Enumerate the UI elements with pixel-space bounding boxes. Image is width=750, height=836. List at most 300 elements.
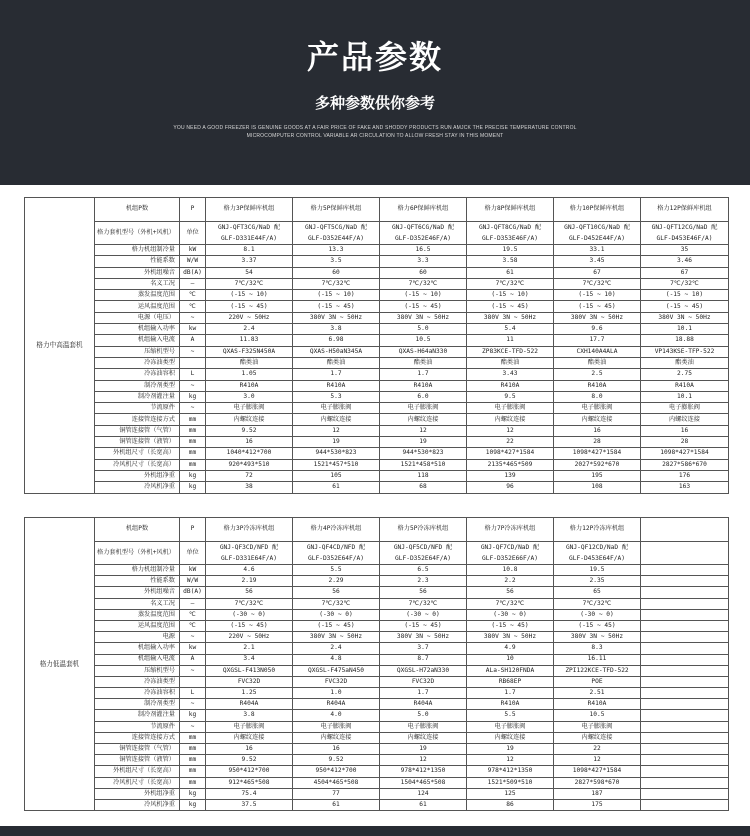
param-value: 内螺纹连接 [467,414,554,425]
param-label: 机组输入功率 [95,643,180,654]
param-label: 铜管连接管（气管） [95,425,180,436]
param-value: 内螺纹连接 [293,732,380,743]
param-value: R410A [641,380,729,391]
model-code-cell [293,542,380,565]
param-value: 1.7 [380,369,467,380]
model-header: 格力7P冷冻库机组 [467,518,554,542]
header-col0: 机组P数 [95,518,180,542]
param-label: 外机组噪音 [95,587,180,598]
param-value: 6.98 [293,335,380,346]
param-unit: ℃ [180,620,206,631]
param-unit [180,676,206,687]
param-value: 7℃/32℃ [380,278,467,289]
param-label: 机组输入功率 [95,324,180,335]
model-code-line: GLF-D331E44F/A) [221,235,277,242]
param-value: 1521*458*510 [380,459,467,470]
param-unit: mm [180,755,206,766]
param-value: 5.0 [380,710,467,721]
table-row [25,609,729,620]
param-value: 2827*598*670 [554,777,641,788]
empty-cell [641,632,729,643]
param-label: 冷冻油类型 [95,676,180,687]
param-value: 19.5 [554,565,641,576]
param-value: 16 [554,425,641,436]
param-value: 电子膨胀阀 [380,721,467,732]
param-value: 4.0 [293,710,380,721]
param-label: 制冷剂类型 [95,380,180,391]
param-value: 1.05 [206,369,293,380]
param-value: 176 [641,470,729,481]
table-row [25,312,729,323]
param-value: 60 [293,267,380,278]
empty-cell [641,676,729,687]
param-value: 电子膨胀阀 [641,403,729,414]
empty-cell [641,643,729,654]
param-value: RB68EP [467,676,554,687]
param-value: 2.35 [554,576,641,587]
param-unit: mm [180,459,206,470]
param-value: 912*465*508 [206,777,293,788]
param-value: 酯类油 [641,357,729,368]
header-col1: P [180,198,206,222]
param-value: 944*530*823 [380,448,467,459]
model-code-line: GLF-D352E64F/A) [308,555,364,562]
model-code-line: GNJ-QFT6CG/NaD 配 [391,224,455,231]
param-value: R404A [293,699,380,710]
param-value: 3.8 [206,710,293,721]
param-value: 220V ~ 50Hz [206,312,293,323]
param-value: 22 [467,437,554,448]
table-row [25,448,729,459]
param-value: 内螺纹连接 [206,732,293,743]
header-banner [0,0,750,185]
param-value: QXGSL-H72aN330 [380,665,467,676]
param-value: CXH140A4ALA [554,346,641,357]
model-code-line: GLF-D352E64F/A) [395,555,451,562]
param-unit: mm [180,744,206,755]
tagline-line-2: MICROCOMPUTER CONTROL VARIABLE AR CIRCULATION TO ALLOW FRESH STAY IN THIS MOMENT [246,133,504,139]
param-unit: kg [180,470,206,481]
param-value: 22 [554,744,641,755]
param-value: 电子膨胀阀 [293,721,380,732]
unit-header: 单位 [180,542,206,565]
table-row [25,576,729,587]
param-value: 12 [467,755,554,766]
param-value: 电子膨胀阀 [293,403,380,414]
param-value: (-15 ~ 45) [467,301,554,312]
param-value: 10.1 [641,324,729,335]
param-value: 33.1 [554,245,641,256]
param-unit: — [180,278,206,289]
model-code-line: GNJ-QFT12CG/NaD 配 [651,224,718,231]
param-label: 连接管连接方式 [95,414,180,425]
param-label: 制冷剂灌注量 [95,710,180,721]
model-row-label: 格力套机型号（外机+风机） [95,542,180,565]
param-value: 1098*427*1584 [467,448,554,459]
param-value: 1521*457*510 [293,459,380,470]
param-value: 978*412*1350 [380,766,467,777]
param-value: QXGSL-F413N050 [206,665,293,676]
param-value: R404A [380,699,467,710]
param-value: 950*412*700 [293,766,380,777]
table-row [25,267,729,278]
param-unit: mm [180,766,206,777]
model-code-cell [554,222,641,245]
table-row [25,699,729,710]
model-header: 格力3P冷冻库机组 [206,518,293,542]
param-value: 3.43 [467,369,554,380]
param-unit: mm [180,414,206,425]
param-value: (-15 ~ 45) [206,301,293,312]
param-value: 1098*427*1584 [554,766,641,777]
param-value: 7℃/32℃ [467,598,554,609]
param-value: 7℃/32℃ [641,278,729,289]
param-label: 冷冻油容积 [95,369,180,380]
spec-table-low-temp [24,517,729,811]
param-unit: kg [180,391,206,402]
param-value: 3.7 [380,643,467,654]
param-label: 冷风机尺寸（长宽高） [95,459,180,470]
param-unit: kg [180,799,206,810]
param-value: 96 [467,482,554,493]
table-row [25,391,729,402]
param-unit: kg [180,482,206,493]
param-label: 连接管连接方式 [95,732,180,743]
param-value: (-15 ~ 45) [641,301,729,312]
table-row [25,620,729,631]
param-value: 电子膨胀阀 [467,721,554,732]
model-code-row [25,542,729,565]
param-label: 格力机组制冷量 [95,565,180,576]
param-value: (-30 ~ 0) [206,609,293,620]
model-header: 格力5P保鲜库机组 [293,198,380,222]
empty-cell [641,699,729,710]
param-value: 酯类油 [467,357,554,368]
param-value: 4.6 [206,565,293,576]
param-value: (-15 ~ 45) [206,620,293,631]
param-value: 4.9 [467,643,554,654]
model-code-line: GLF-D352E66F/A) [482,555,538,562]
param-value: 7℃/32℃ [293,598,380,609]
param-value: POE [554,676,641,687]
empty-cell [641,710,729,721]
param-value: 3.3 [380,256,467,267]
model-code-row [25,222,729,245]
table-row [25,777,729,788]
param-value: 19.5 [467,245,554,256]
param-value: 56 [206,587,293,598]
param-value: (-15 ~ 10) [467,290,554,301]
param-value: 3.0 [206,391,293,402]
param-value: 1.0 [293,688,380,699]
param-label: 蒸发温度范围 [95,609,180,620]
model-code-line: GLF-D453E64F/A) [569,555,625,562]
param-label: 性能系数 [95,256,180,267]
param-value: 61 [467,267,554,278]
empty-cell [641,766,729,777]
param-value: 9.52 [206,425,293,436]
param-value: 37.5 [206,799,293,810]
param-value: 16 [206,744,293,755]
param-value: 380V 3N ~ 50Hz [641,312,729,323]
param-label: 外机组噪音 [95,267,180,278]
param-value: 10.1 [641,391,729,402]
table-row [25,688,729,699]
param-value: 4.8 [293,654,380,665]
param-value: 7℃/32℃ [206,598,293,609]
param-value: 4504*465*508 [293,777,380,788]
group-label: 格力中高温套机 [25,198,95,494]
param-value: 16.5 [380,245,467,256]
param-label: 外机组净重 [95,470,180,481]
empty-cell [641,576,729,587]
param-unit: L [180,369,206,380]
param-value: 67 [554,267,641,278]
param-value: 3.5 [293,256,380,267]
param-label: 机组输入电流 [95,654,180,665]
param-value: (-15 ~ 10) [293,290,380,301]
param-unit: ~ [180,699,206,710]
param-value: 2135*465*509 [467,459,554,470]
param-value: 6.5 [380,565,467,576]
param-value: 944*530*823 [293,448,380,459]
param-value: R410A [467,699,554,710]
model-code-cell [206,542,293,565]
tagline-line-1: YOU NEED A GOOD FREEZER IS GENUINE GOODS AT A FAIR PRICE OF FAKE AND SHODDY PRODUCTS RUN AMJCK THE PRECISE TEMPERATURE CONTROL [173,125,577,131]
param-unit: mm [180,777,206,788]
param-value: 7℃/32℃ [380,598,467,609]
param-value: 9.52 [293,755,380,766]
table-row [25,245,729,256]
table-row [25,324,729,335]
model-code-line: GLF-D452E44F/A) [569,235,625,242]
param-value: 酯类油 [293,357,380,368]
model-code-cell [380,222,467,245]
header-col0: 机组P数 [95,198,180,222]
table-header-row [25,518,729,542]
param-value: 3.45 [554,256,641,267]
param-value: 175 [554,799,641,810]
empty-cell [641,598,729,609]
empty-cell [641,688,729,699]
param-unit: — [180,598,206,609]
param-unit: dB(A) [180,267,206,278]
param-label: 压缩机型号 [95,665,180,676]
param-unit: mm [180,448,206,459]
param-label: 铜管连接管（液管） [95,755,180,766]
table-row [25,732,729,743]
param-value: 35 [641,245,729,256]
param-unit: ~ [180,632,206,643]
spec-table-medium-high-temp [24,197,729,494]
param-label: 外机组尺寸（长宽高） [95,448,180,459]
param-label: 冷风机尺寸（长宽高） [95,777,180,788]
param-value: 118 [380,470,467,481]
param-value: 380V 3N ~ 50Hz [467,632,554,643]
param-value: (-15 ~ 10) [206,290,293,301]
param-value: 56 [380,587,467,598]
param-label: 名义工况 [95,278,180,289]
model-header: 格力5P冷冻库机组 [380,518,467,542]
param-value: 10.5 [554,710,641,721]
param-unit: ~ [180,403,206,414]
table-row [25,290,729,301]
param-value: 17.7 [554,335,641,346]
model-code-line: GNJ-QFT8CG/NaD 配 [478,224,542,231]
table-row [25,565,729,576]
table-row [25,357,729,368]
param-value: (-15 ~ 45) [554,301,641,312]
param-value: 2.51 [554,688,641,699]
param-unit: mm [180,732,206,743]
model-code-line: GLF-D453E46F/A) [656,235,713,242]
model-code-line: GNJ-QFT5CG/NaD 配 [304,224,368,231]
param-unit [180,357,206,368]
param-value: 61 [380,799,467,810]
param-value: 2.4 [206,324,293,335]
param-value: 电子膨胀阀 [554,403,641,414]
empty-cell [641,609,729,620]
model-header: 格力3P保鲜库机组 [206,198,293,222]
param-value: 12 [467,425,554,436]
param-value: 19 [293,437,380,448]
param-value: (-15 ~ 45) [293,620,380,631]
param-value: QXGSL-F475aN450 [293,665,380,676]
param-value: 电子膨胀阀 [206,721,293,732]
param-value: 65 [554,587,641,598]
table-row [25,710,729,721]
param-unit: kg [180,788,206,799]
empty-cell [641,620,729,631]
param-value: R410A [380,380,467,391]
param-value: 1.7 [467,688,554,699]
param-label: 电源（电压） [95,312,180,323]
param-value: 内螺纹连接 [206,414,293,425]
model-code-cell [554,542,641,565]
param-value: 电子膨胀阀 [380,403,467,414]
param-value: 1.7 [293,369,380,380]
table-row [25,598,729,609]
param-value: 2.5 [554,369,641,380]
param-value: 2.3 [380,576,467,587]
model-code-cell [380,542,467,565]
param-value: 3.58 [467,256,554,267]
model-code-cell [641,222,729,245]
param-value: 124 [380,788,467,799]
param-value: 内螺纹连接 [380,732,467,743]
param-value: 380V 3N ~ 50Hz [554,312,641,323]
param-value: 11.83 [206,335,293,346]
table-row [25,632,729,643]
param-value: 19 [467,744,554,755]
param-value: 60 [380,267,467,278]
param-value: FVC32D [293,676,380,687]
param-value: R410A [554,380,641,391]
param-value: 86 [467,799,554,810]
param-value: QXAS-H50aN345A [293,346,380,357]
param-value: 163 [641,482,729,493]
table-row [25,335,729,346]
table-row [25,437,729,448]
table-row [25,459,729,470]
param-value: 5.3 [293,391,380,402]
model-code-cell [293,222,380,245]
param-unit: ℃ [180,290,206,301]
param-value: 380V 3N ~ 50Hz [380,632,467,643]
param-value: 72 [206,470,293,481]
param-value: R410A [293,380,380,391]
param-value: 19 [380,744,467,755]
param-label: 蒸发温度范围 [95,290,180,301]
model-code-line: GNJ-QF4CD/NFD 配 [306,544,366,551]
param-value: 1.25 [206,688,293,699]
param-value: 内螺纹连接 [554,414,641,425]
table-row [25,766,729,777]
param-label: 冷风机净重 [95,482,180,493]
param-unit: kw [180,324,206,335]
param-value: (-30 ~ 0) [293,609,380,620]
param-unit: ℃ [180,609,206,620]
empty-cell [641,755,729,766]
param-value: 67 [641,267,729,278]
model-code-cell [206,222,293,245]
param-unit: L [180,688,206,699]
param-value: R410A [206,380,293,391]
empty-cell [641,744,729,755]
table-row [25,414,729,425]
param-value: 2.29 [293,576,380,587]
param-value: 内螺纹连接 [380,414,467,425]
param-value: 380V 3N ~ 50Hz [293,632,380,643]
param-value: 1098*427*1584 [554,448,641,459]
model-header: 格力10P保鲜库机组 [554,198,641,222]
model-code-line: GNJ-QFT10CG/NaD 配 [564,224,630,231]
model-code-line: GLF-D331E64F/A) [221,555,277,562]
param-value: 978*412*1350 [467,766,554,777]
group-label: 格力低温套机 [25,518,95,811]
table-row [25,470,729,481]
table-row [25,799,729,810]
model-header: 格力6P保鲜库机组 [380,198,467,222]
param-value: 电子膨胀阀 [554,721,641,732]
param-label: 外机组净重 [95,788,180,799]
param-value: 2.75 [641,369,729,380]
param-value: 5.5 [293,565,380,576]
param-value: 电子膨胀阀 [467,403,554,414]
param-value: 16 [293,744,380,755]
empty-cell [641,542,729,565]
param-value: 12 [380,425,467,436]
param-value: (-30 ~ 0) [467,609,554,620]
param-value: (-30 ~ 0) [554,609,641,620]
param-value: 12 [293,425,380,436]
param-value: (-15 ~ 45) [380,620,467,631]
param-value: 2.19 [206,576,293,587]
param-value: 920*493*510 [206,459,293,470]
param-value: (-15 ~ 10) [554,290,641,301]
param-label: 压缩机型号 [95,346,180,357]
param-value: 2.4 [293,643,380,654]
param-value: 77 [293,788,380,799]
param-unit: kw [180,643,206,654]
table-row [25,654,729,665]
param-label: 外机组尺寸（长宽高） [95,766,180,777]
param-value: 139 [467,470,554,481]
param-value: FVC32D [380,676,467,687]
param-label: 冷冻油容积 [95,688,180,699]
param-value: 10.5 [380,335,467,346]
param-value: 11 [467,335,554,346]
